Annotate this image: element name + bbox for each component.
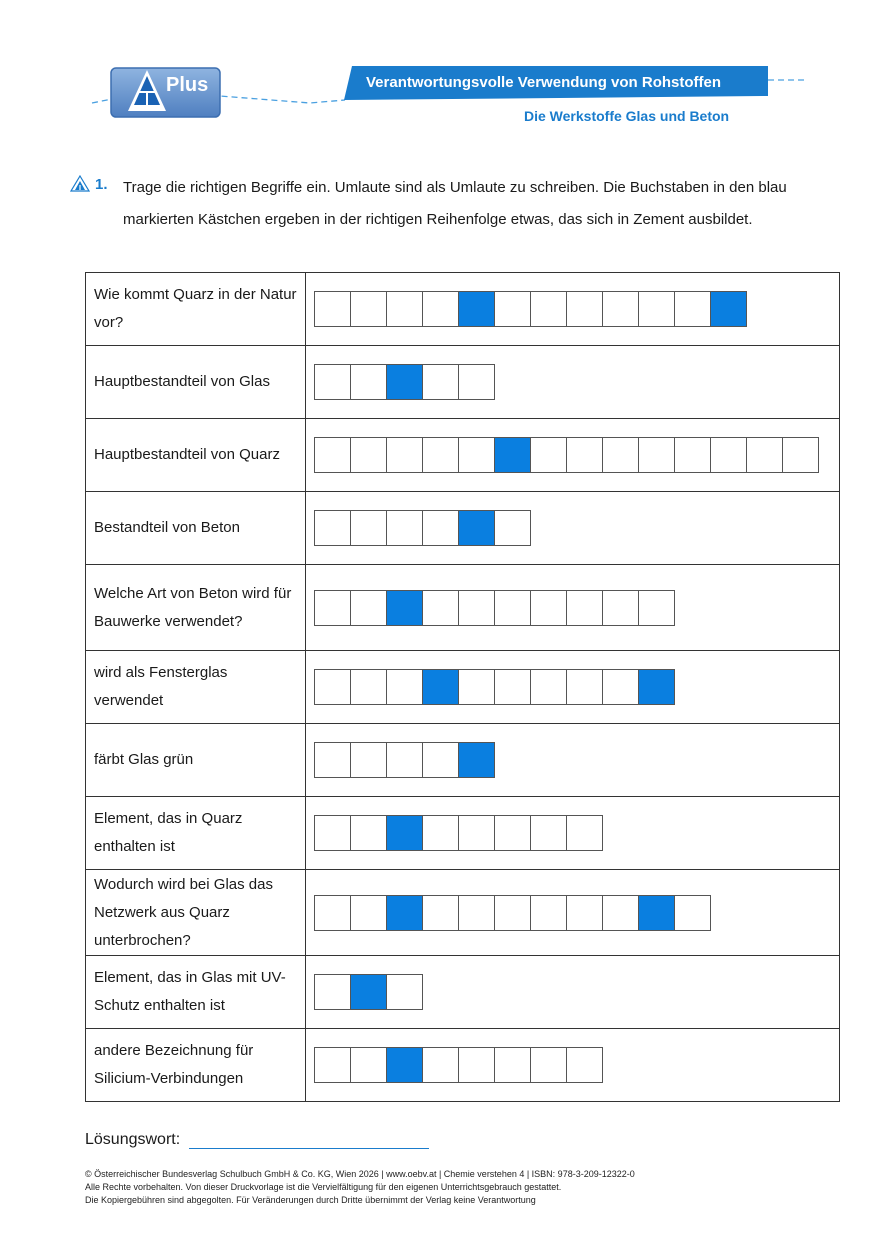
header-decoration — [0, 0, 890, 140]
letter-box[interactable] — [530, 669, 567, 705]
letter-box[interactable] — [530, 815, 567, 851]
letter-box[interactable] — [350, 669, 387, 705]
letter-box[interactable] — [602, 895, 639, 931]
answer-cell — [306, 1029, 840, 1102]
footer — [85, 1168, 635, 1207]
question-cell: Element, das in Glas mit UV-Schutz enthalten ist — [86, 956, 306, 1029]
question-cell: färbt Glas grün — [86, 724, 306, 797]
question-cell: Welche Art von Beton wird für Bauwerke verwendet? — [86, 565, 306, 651]
table-row — [86, 651, 840, 724]
letter-box[interactable] — [314, 742, 351, 778]
letter-box[interactable] — [350, 291, 387, 327]
letter-box[interactable] — [494, 669, 531, 705]
letter-box[interactable] — [314, 510, 351, 546]
letter-box[interactable] — [458, 364, 495, 400]
letter-box[interactable] — [782, 437, 819, 473]
letter-box[interactable] — [422, 510, 459, 546]
table-row — [86, 724, 840, 797]
letter-box[interactable] — [566, 669, 603, 705]
answer-cell — [306, 492, 840, 565]
letter-box[interactable] — [494, 291, 531, 327]
letter-box[interactable] — [386, 669, 423, 705]
letter-box[interactable] — [458, 895, 495, 931]
letter-box[interactable] — [530, 1047, 567, 1083]
letter-box[interactable] — [314, 1047, 351, 1083]
table-row — [86, 346, 840, 419]
letter-box[interactable] — [458, 590, 495, 626]
letter-box[interactable] — [350, 590, 387, 626]
letter-box[interactable] — [674, 291, 711, 327]
letter-box[interactable] — [314, 974, 351, 1010]
letter-box[interactable] — [566, 895, 603, 931]
header-subtitle: Die Werkstoffe Glas und Beton — [524, 108, 730, 124]
letter-box[interactable] — [602, 291, 639, 327]
letter-box[interactable] — [566, 291, 603, 327]
letter-box[interactable] — [494, 895, 531, 931]
letter-box[interactable] — [458, 669, 495, 705]
letter-box[interactable] — [422, 895, 459, 931]
letter-box[interactable] — [350, 815, 387, 851]
letter-box[interactable] — [350, 742, 387, 778]
letter-box-row — [314, 437, 839, 473]
letter-box[interactable] — [350, 1047, 387, 1083]
letter-box[interactable] — [566, 437, 603, 473]
letter-box[interactable] — [566, 1047, 603, 1083]
letter-box[interactable] — [386, 437, 423, 473]
answer-cell — [306, 724, 840, 797]
letter-box[interactable] — [746, 437, 783, 473]
solution-label: Lösungswort: — [85, 1131, 181, 1148]
solution-word — [85, 1130, 429, 1149]
highlighted-letter-box[interactable] — [710, 291, 747, 327]
letter-box-row — [314, 291, 839, 327]
question-cell: Element, das in Quarz enthalten ist — [86, 797, 306, 870]
letter-box[interactable] — [566, 590, 603, 626]
letter-box[interactable] — [530, 895, 567, 931]
triangle-level-icon — [70, 175, 90, 192]
question-cell: Hauptbestandteil von Quarz — [86, 419, 306, 492]
task-text: Trage die richtigen Begriffe ein. Umlaute sind als Umlaute zu schreiben. Die Buchstaben in den blau markierten Kästchen ergeben in der richtigen Reihenfolge etwas, das sich in Zement ausbildet. — [123, 179, 787, 228]
letter-box[interactable] — [422, 815, 459, 851]
table-row — [86, 797, 840, 870]
highlighted-letter-box[interactable] — [638, 895, 675, 931]
letter-box[interactable] — [422, 291, 459, 327]
question-cell: Bestandteil von Beton — [86, 492, 306, 565]
letter-box[interactable] — [314, 815, 351, 851]
letter-box-row — [314, 510, 839, 546]
letter-box[interactable] — [710, 437, 747, 473]
answer-cell — [306, 870, 840, 956]
solution-input-line[interactable] — [189, 1130, 429, 1149]
letter-box-row — [314, 590, 839, 626]
letter-box[interactable] — [422, 364, 459, 400]
letter-box-row — [314, 815, 839, 851]
letter-box[interactable] — [350, 437, 387, 473]
highlighted-letter-box[interactable] — [458, 510, 495, 546]
table-row — [86, 870, 840, 956]
header-title: Verantwortungsvolle Verwendung von Rohstoffen — [366, 74, 722, 91]
highlighted-letter-box[interactable] — [350, 974, 387, 1010]
crossword-table — [85, 272, 840, 1102]
letter-box-row — [314, 895, 839, 931]
question-cell: Hauptbestandteil von Glas — [86, 346, 306, 419]
letter-box-row — [314, 364, 839, 400]
question-cell: wird als Fensterglas verwendet — [86, 651, 306, 724]
letter-box[interactable] — [638, 590, 675, 626]
answer-cell — [306, 956, 840, 1029]
answer-cell — [306, 797, 840, 870]
letter-box[interactable] — [602, 437, 639, 473]
letter-box[interactable] — [422, 1047, 459, 1083]
letter-box[interactable] — [602, 669, 639, 705]
letter-box-row — [314, 669, 839, 705]
letter-box[interactable] — [386, 742, 423, 778]
letter-box[interactable] — [638, 291, 675, 327]
letter-box[interactable] — [314, 590, 351, 626]
highlighted-letter-box[interactable] — [386, 364, 423, 400]
letter-box[interactable] — [494, 590, 531, 626]
letter-box[interactable] — [674, 895, 711, 931]
table-row — [86, 565, 840, 651]
table-row — [86, 492, 840, 565]
letter-box[interactable] — [350, 364, 387, 400]
letter-box-row — [314, 1047, 839, 1083]
highlighted-letter-box[interactable] — [458, 742, 495, 778]
highlighted-letter-box[interactable] — [458, 291, 495, 327]
letter-box[interactable] — [314, 364, 351, 400]
letter-box[interactable] — [314, 895, 351, 931]
answer-cell — [306, 419, 840, 492]
letter-box[interactable] — [530, 590, 567, 626]
letter-box[interactable] — [422, 590, 459, 626]
letter-box[interactable] — [602, 590, 639, 626]
highlighted-letter-box[interactable] — [638, 669, 675, 705]
letter-box[interactable] — [566, 815, 603, 851]
highlighted-letter-box[interactable] — [386, 590, 423, 626]
letter-box[interactable] — [386, 291, 423, 327]
letter-box[interactable] — [530, 291, 567, 327]
letter-box[interactable] — [314, 291, 351, 327]
letter-box[interactable] — [422, 437, 459, 473]
letter-box[interactable] — [458, 1047, 495, 1083]
letter-box[interactable] — [674, 437, 711, 473]
letter-box[interactable] — [350, 510, 387, 546]
highlighted-letter-box[interactable] — [422, 669, 459, 705]
letter-box-row — [314, 974, 839, 1010]
letter-box[interactable] — [422, 742, 459, 778]
answer-cell — [306, 565, 840, 651]
answer-cell — [306, 651, 840, 724]
table-row — [86, 956, 840, 1029]
answer-cell — [306, 273, 840, 346]
letter-box[interactable] — [386, 510, 423, 546]
highlighted-letter-box[interactable] — [386, 1047, 423, 1083]
letter-box[interactable] — [350, 895, 387, 931]
letter-box[interactable] — [530, 437, 567, 473]
question-cell: Wodurch wird bei Glas das Netzwerk aus Quarz unterbrochen? — [86, 870, 306, 956]
letter-box[interactable] — [494, 510, 531, 546]
highlighted-letter-box[interactable] — [494, 437, 531, 473]
letter-box[interactable] — [638, 437, 675, 473]
letter-box[interactable] — [458, 815, 495, 851]
letter-box-row — [314, 742, 839, 778]
footer-fees: Die Kopiergebühren sind abgegolten. Für Veränderungen durch Dritte übernimmt der Verlag keine Verantwortung — [85, 1195, 536, 1205]
highlighted-letter-box[interactable] — [386, 815, 423, 851]
table-row — [86, 1029, 840, 1102]
question-cell: Wie kommt Quarz in der Natur vor? — [86, 273, 306, 346]
task-number: 1. — [95, 176, 108, 193]
letter-box[interactable] — [458, 437, 495, 473]
letter-box[interactable] — [314, 437, 351, 473]
letter-box[interactable] — [494, 815, 531, 851]
highlighted-letter-box[interactable] — [386, 895, 423, 931]
footer-rights: Alle Rechte vorbehalten. Von dieser Druckvorlage ist die Vervielfältigung für den eigenen Unterrichtsgebrauch gestattet. — [85, 1182, 562, 1192]
logo-text: Plus — [166, 74, 209, 96]
question-cell: andere Bezeichnung für Silicium-Verbindungen — [86, 1029, 306, 1102]
letter-box[interactable] — [386, 974, 423, 1010]
letter-box[interactable] — [494, 1047, 531, 1083]
table-row — [86, 273, 840, 346]
answer-cell — [306, 346, 840, 419]
table-row — [86, 419, 840, 492]
letter-box[interactable] — [314, 669, 351, 705]
footer-copyright: © Österreichischer Bundesverlag Schulbuch GmbH & Co. KG, Wien 2026 | www.oebv.at | Chemie verstehen 4 | ISBN: 978-3-209-12322-0 — [85, 1169, 635, 1179]
